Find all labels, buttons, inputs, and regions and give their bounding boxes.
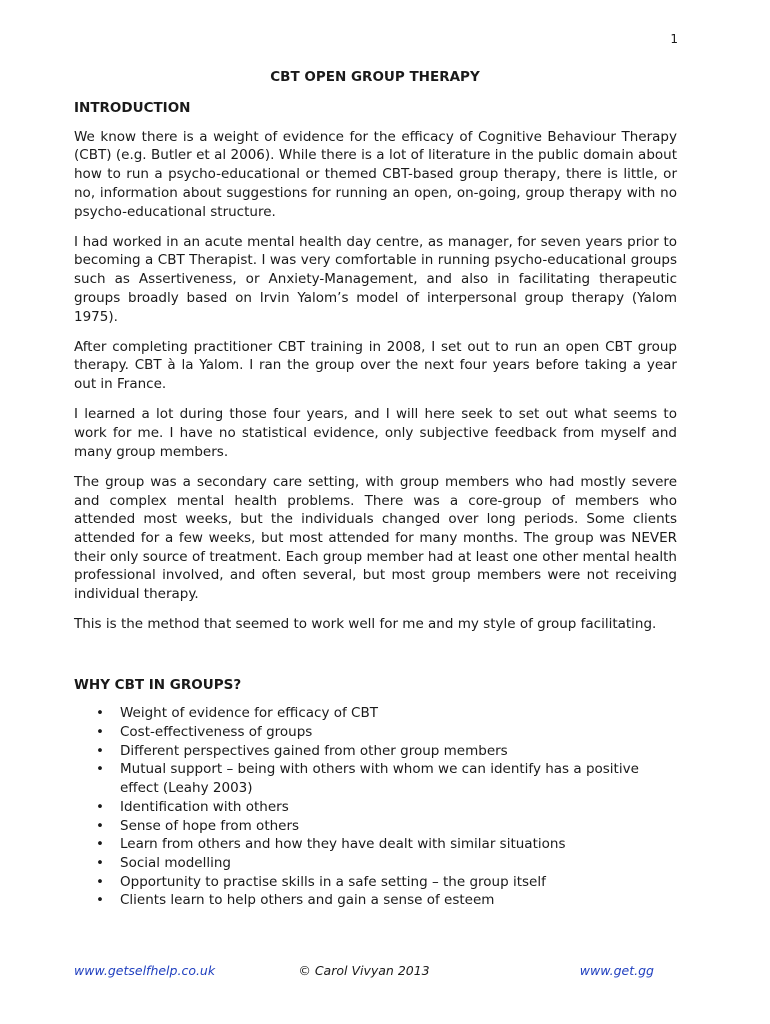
bullet-icon: • [96,892,104,909]
list-item [74,742,677,761]
list-item [74,873,677,892]
list-item [74,760,677,797]
paragraph-setting: The group was a secondary care setting, with group members who had mostly severe and complex mental health problems. There was a core-group of members who attended most weeks, but the individuals changed over long periods. Some clients attended for a few weeks, but most attended for many months. The group was NEVER their only source of treatment. Each group member had at least one other mental health professional involved, and often several, but most group members were not receiving individual therapy. [74,473,677,603]
list-item-text: Clients learn to help others and gain a sense of esteem [120,892,495,909]
bullet-icon: • [96,798,104,815]
bullet-icon: • [96,705,104,722]
paragraph-method: This is the method that seemed to work well for me and my style of group facilitating. [74,616,657,633]
section-spacer [74,646,677,676]
list-item-text: Cost-effectiveness of groups [120,723,313,740]
list-item-text: Weight of evidence for efficacy of CBT [120,705,378,722]
list-item-text: Mutual support – being with others with whom we can identify has a positive effect (Leahy 2003) [120,761,639,797]
footer-link-get-gg[interactable]: www.get.gg [579,963,654,978]
benefits-list [74,704,677,910]
list-item [74,854,677,873]
list-item [74,798,677,817]
list-item [74,835,677,854]
bullet-icon: • [96,817,104,834]
list-item [74,704,677,723]
list-item [74,891,677,910]
list-item-text: Different perspectives gained from other group members [120,742,508,759]
why-cbt-heading: WHY CBT IN GROUPS? [74,676,242,693]
page-number: 1 [670,32,678,46]
bullet-icon: • [96,854,104,871]
bullet-icon: • [96,723,104,740]
paragraph-training: After completing practitioner CBT training in 2008, I set out to run an open CBT group therapy. CBT à la Yalom. I ran the group over the next four years before taking a year out in France. [74,338,677,393]
list-item-text: Sense of hope from others [120,817,300,834]
bullet-icon: • [96,761,104,778]
document-body [74,99,677,910]
document-title: CBT OPEN GROUP THERAPY [270,69,480,85]
introduction-heading: INTRODUCTION [74,100,191,116]
bullet-icon: • [96,742,104,759]
list-item-text: Opportunity to practise skills in a safe setting – the group itself [120,873,546,890]
paragraph-learned: I learned a lot during those four years, and I will here seek to set out what seems to work for me. I have no statistical evidence, only subjective feedback from myself and many group members. [74,406,677,460]
footer-link-getselfhelp[interactable]: www.getselfhelp.co.uk [74,963,216,978]
list-item-text: Identification with others [120,798,289,815]
list-item [74,723,677,742]
bullet-icon: • [96,836,104,853]
list-item [74,817,677,836]
bullet-icon: • [96,873,104,890]
list-item-text: Learn from others and how they have dealt with similar situations [120,836,566,853]
list-item-text: Social modelling [120,854,231,871]
footer-copyright: © Carol Vivyan 2013 [298,963,430,978]
paragraph-background: I had worked in an acute mental health day centre, as manager, for seven years prior to becoming a CBT Therapist. I was very comfortable in running psycho-educational groups such as Assertiveness, or Anxiety-Management, and also in facilitating therapeutic groups broadly based on Irvin Yalom’s model of interpersonal group therapy (Yalom 1975). [74,233,677,325]
paragraph-evidence: We know there is a weight of evidence for the efficacy of Cognitive Behaviour Therapy (CBT) (e.g. Butler et al 2006). While there is a lot of literature in the public domain about how to run a psycho-educational or themed CBT-based group therapy, there is little, or no, information about suggestions for running an open, on-going, group therapy with no psycho-educational structure. [74,128,677,220]
